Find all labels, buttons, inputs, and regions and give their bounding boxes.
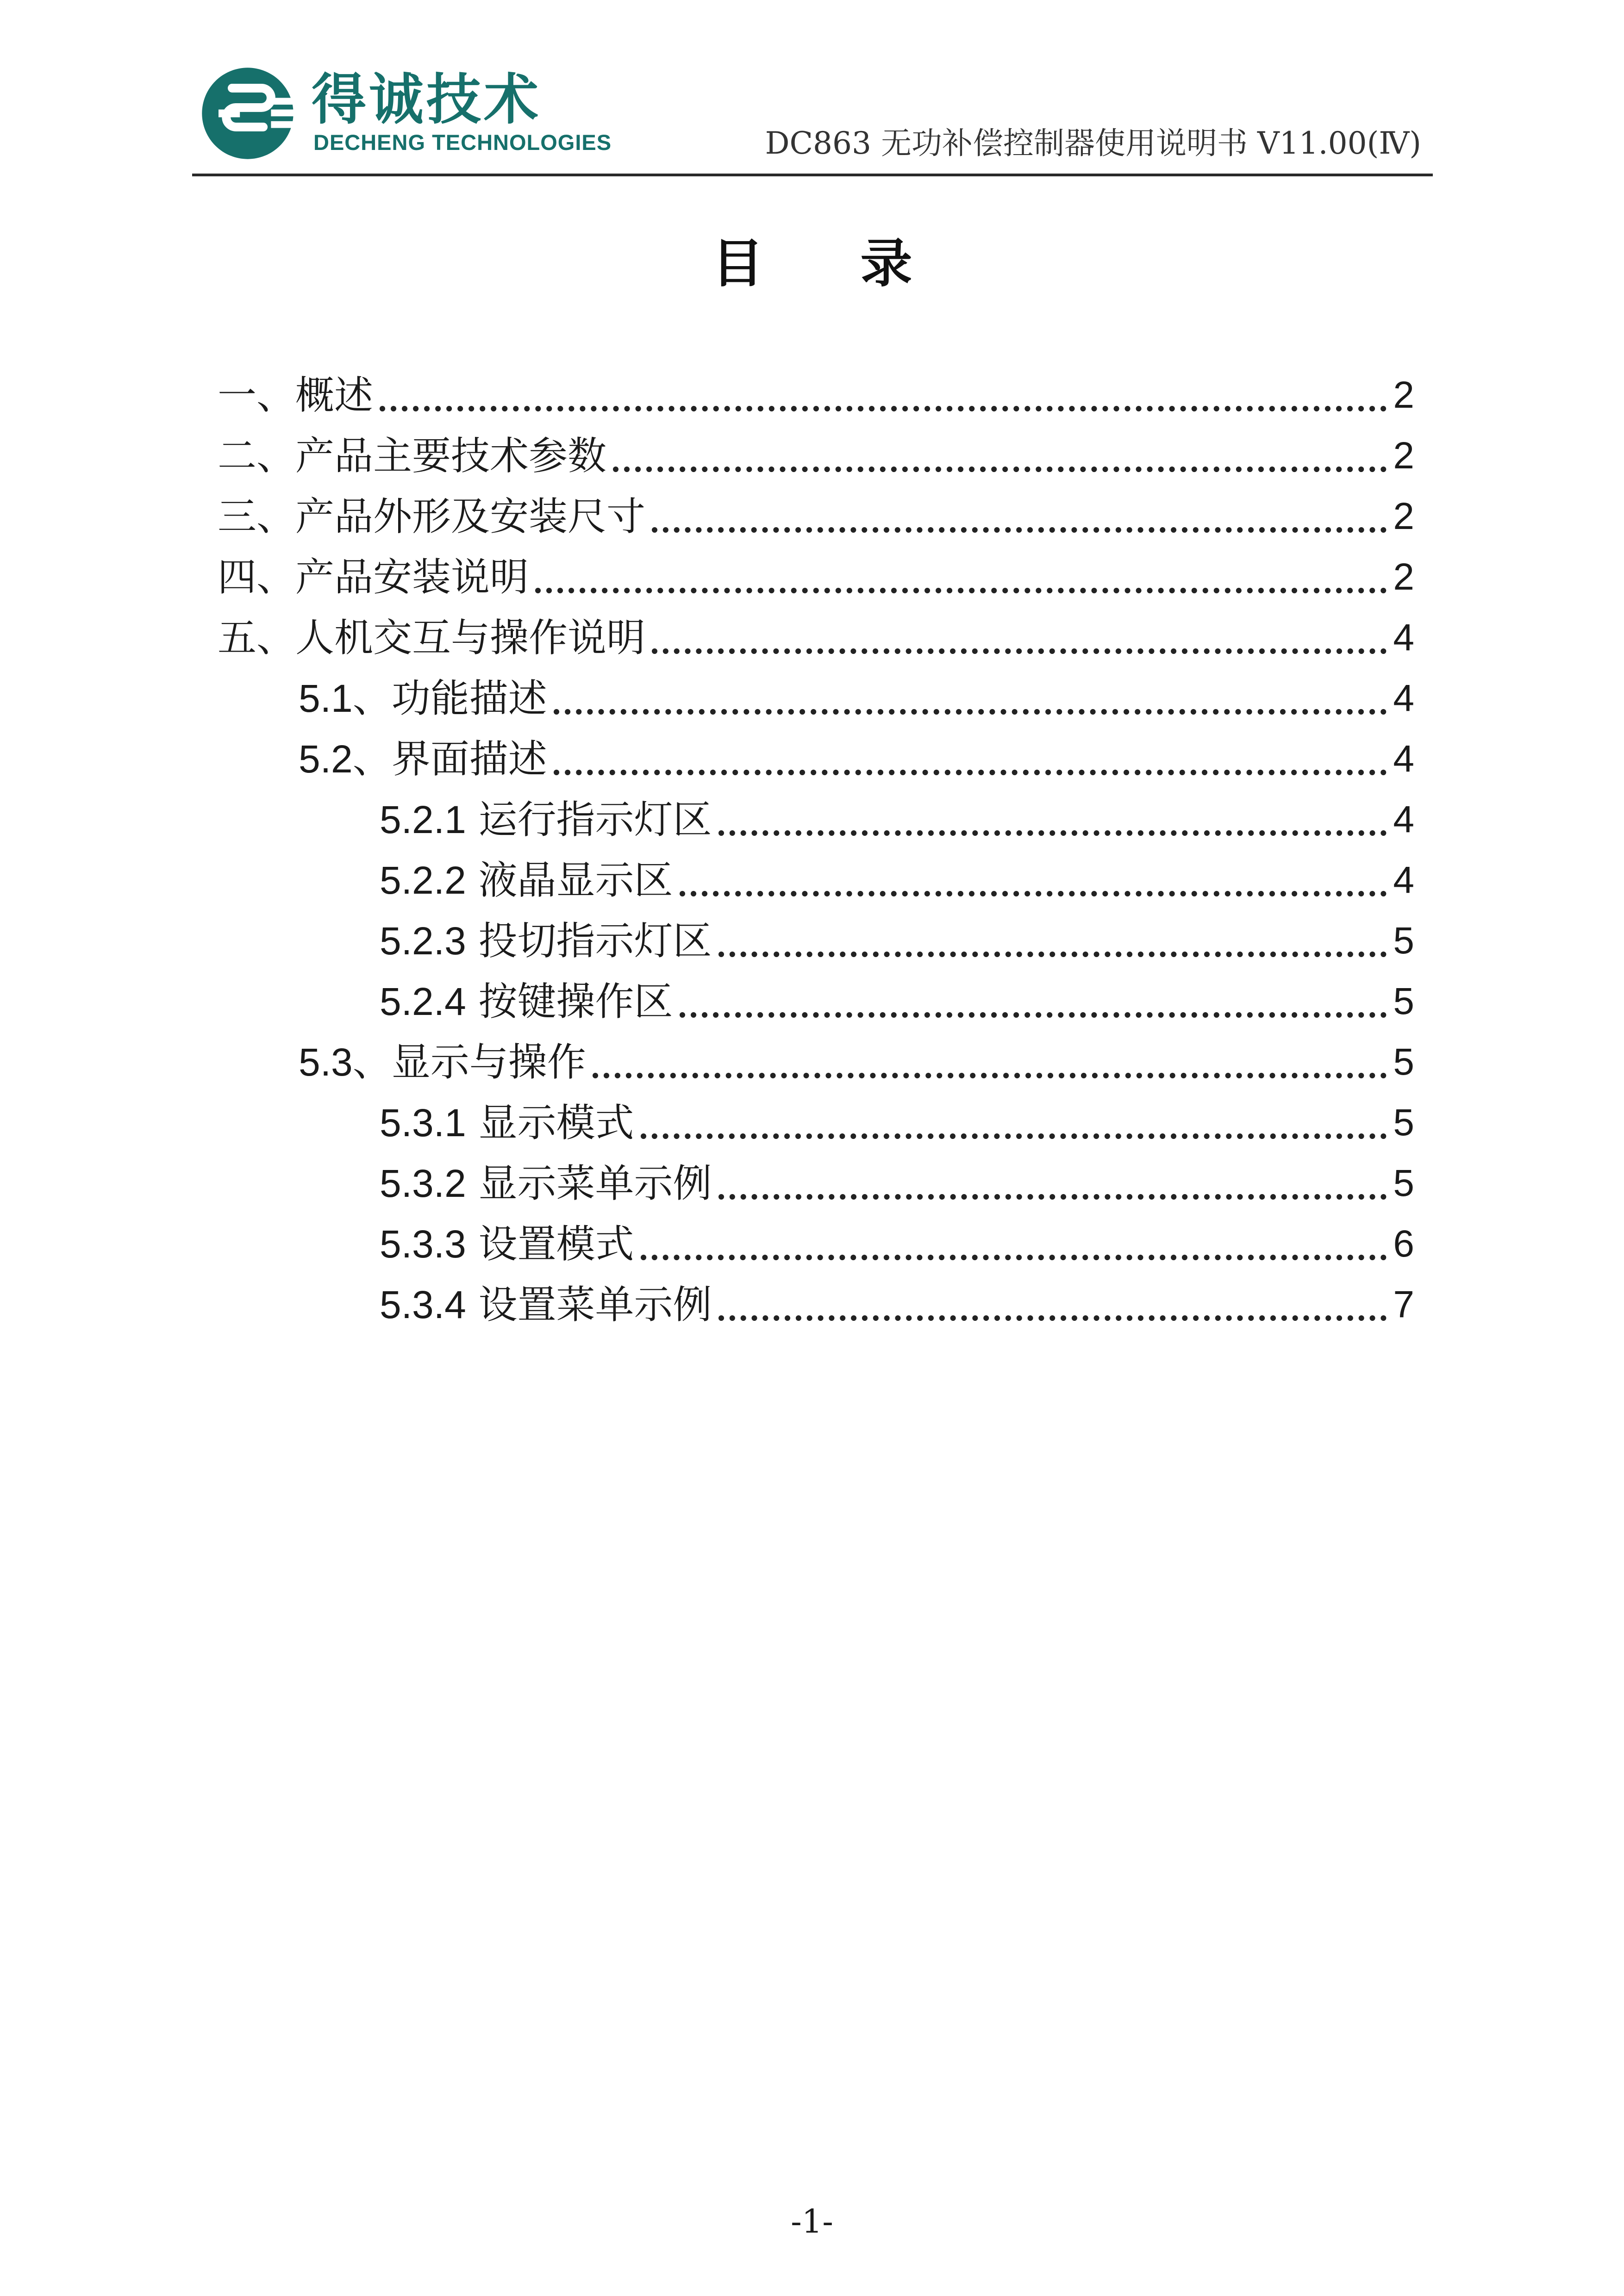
toc-entry-number: 5.3.4 — [380, 1283, 466, 1326]
logo-english-name: DECHENG TECHNOLOGIES — [313, 130, 612, 155]
page-header — [192, 60, 1433, 176]
toc-entry-page: 5 — [1393, 920, 1414, 962]
toc-entry-label — [218, 491, 645, 542]
toc-entry-number: 5.2.2 — [380, 859, 466, 902]
toc-entry-label — [380, 915, 712, 966]
toc-dot-leader — [613, 467, 1387, 472]
toc-dot-leader — [593, 1073, 1387, 1078]
decheng-logo-icon — [199, 65, 296, 162]
toc-entry-label — [380, 855, 673, 906]
toc-entry-page: 2 — [1393, 495, 1414, 537]
toc-entry-label — [380, 1219, 634, 1269]
toc-entry-page: 2 — [1393, 435, 1414, 477]
toc-entry[interactable] — [218, 603, 1414, 663]
toc-entry[interactable] — [218, 906, 1414, 966]
toc-dot-leader — [652, 648, 1387, 654]
toc-entry-label — [218, 430, 606, 481]
toc-entry-label — [218, 612, 645, 663]
toc-entry-label — [380, 794, 712, 845]
toc-dot-leader — [554, 770, 1387, 775]
toc-entry-text: 显示菜单示例 — [466, 1161, 712, 1206]
toc-entry-number: 5.3 — [299, 1040, 353, 1084]
toc-entry-label — [299, 734, 547, 784]
toc-dot-leader — [680, 1012, 1387, 1018]
toc-entry-page: 2 — [1393, 556, 1414, 598]
toc-entry-number: 5.3.1 — [380, 1101, 466, 1145]
toc-entry[interactable] — [218, 845, 1414, 906]
toc-entry-page: 6 — [1393, 1223, 1414, 1265]
toc-entry-page: 4 — [1393, 859, 1414, 901]
toc-dot-leader — [652, 527, 1387, 533]
toc-entry[interactable] — [218, 1027, 1414, 1088]
toc-entry-label — [218, 370, 373, 421]
toc-entry-number: 5.2.1 — [380, 798, 466, 841]
toc-dot-leader — [641, 1133, 1387, 1139]
toc-entry[interactable] — [218, 421, 1414, 481]
toc-dot-leader — [680, 891, 1387, 896]
toc-dot-leader — [554, 709, 1387, 715]
toc-entry[interactable] — [218, 481, 1414, 542]
toc-heading: 目 录 — [712, 234, 912, 294]
toc-entry-number: 5.1 — [299, 677, 353, 720]
table-of-contents — [218, 360, 1414, 1330]
toc-entry-text: 显示模式 — [466, 1100, 634, 1145]
toc-entry-page: 4 — [1393, 738, 1414, 780]
toc-entry-number: 5.2 — [299, 737, 353, 781]
toc-entry-page: 5 — [1393, 980, 1414, 1022]
toc-entry-text: 设置模式 — [466, 1221, 634, 1267]
toc-dot-leader — [718, 830, 1387, 836]
toc-entry-number: 5.2.4 — [380, 980, 466, 1023]
toc-entry-label — [380, 976, 673, 1027]
toc-entry-label — [380, 1097, 634, 1148]
toc-entry[interactable] — [218, 1148, 1414, 1209]
toc-entry-text: 设置菜单示例 — [466, 1282, 712, 1327]
toc-entry-text: 、界面描述 — [352, 736, 547, 782]
toc-entry-page: 4 — [1393, 677, 1414, 719]
toc-entry-text: 运行指示灯区 — [466, 797, 712, 842]
toc-entry-number: 5.3.2 — [380, 1162, 466, 1205]
toc-entry[interactable] — [218, 784, 1414, 845]
toc-entry-page: 2 — [1393, 374, 1414, 416]
toc-entry-text: 液晶显示区 — [466, 858, 673, 903]
toc-entry-text: 投切指示灯区 — [466, 918, 712, 964]
toc-entry-text: 一、概述 — [218, 373, 374, 418]
toc-dot-leader — [718, 952, 1387, 957]
toc-entry[interactable] — [218, 663, 1414, 724]
toc-entry[interactable] — [218, 1209, 1414, 1269]
toc-dot-leader — [380, 406, 1387, 411]
toc-entry-label — [299, 673, 547, 724]
toc-entry-text: 四、产品安装说明 — [218, 554, 529, 600]
toc-entry-label — [380, 1279, 712, 1330]
toc-entry[interactable] — [218, 1088, 1414, 1148]
toc-entry-page: 5 — [1393, 1101, 1414, 1144]
toc-dot-leader — [718, 1315, 1387, 1321]
toc-dot-leader — [718, 1194, 1387, 1200]
toc-entry-text: 、显示与操作 — [352, 1039, 586, 1085]
toc-entry-text: 三、产品外形及安装尺寸 — [218, 494, 646, 539]
toc-entry-text: 二、产品主要技术参数 — [218, 433, 607, 479]
page-number: -1- — [791, 2203, 833, 2240]
toc-entry[interactable] — [218, 542, 1414, 603]
toc-entry-text: 按键操作区 — [466, 979, 673, 1024]
toc-entry-page: 4 — [1393, 798, 1414, 840]
toc-entry[interactable] — [218, 966, 1414, 1027]
toc-entry-number: 5.3.3 — [380, 1222, 466, 1266]
toc-entry-page: 4 — [1393, 616, 1414, 659]
toc-entry-label — [380, 1158, 712, 1209]
toc-entry-page: 5 — [1393, 1162, 1414, 1204]
toc-dot-leader — [535, 588, 1387, 593]
toc-entry-label — [299, 1037, 586, 1088]
logo-chinese-name: 得诚技术 — [312, 68, 542, 131]
toc-dot-leader — [641, 1255, 1387, 1260]
toc-entry-label — [218, 552, 529, 603]
toc-entry[interactable] — [218, 360, 1414, 421]
toc-entry-text: 、功能描述 — [352, 676, 547, 721]
toc-entry-text: 五、人机交互与操作说明 — [218, 615, 646, 660]
toc-entry[interactable] — [218, 724, 1414, 784]
toc-entry-page: 7 — [1393, 1283, 1414, 1325]
toc-entry[interactable] — [218, 1269, 1414, 1330]
toc-entry-page: 5 — [1393, 1041, 1414, 1083]
document-title: DC863 无功补偿控制器使用说明书 V11.00(Ⅳ) — [765, 125, 1421, 161]
toc-entry-number: 5.2.3 — [380, 919, 466, 963]
